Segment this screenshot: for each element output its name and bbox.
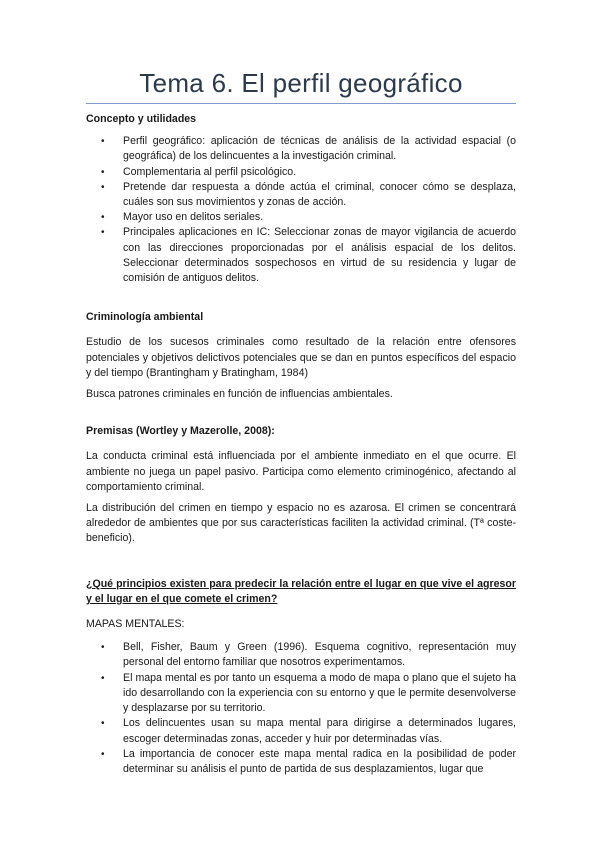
- list-item: • Perfil geográfico: aplicación de técnicas de análisis de la actividad espacial (o geográfica) de los delincuentes a la investigación criminal.: [101, 135, 516, 163]
- concepto-bullet-list: [86, 134, 516, 286]
- criminologia-paragraph-1: Estudio de los sucesos criminales como resultado de la relación entre ofensores potenciales y objetivos delictivos potenciales que se dan en puntos específicos del espacio y del tiempo (Brantingham y Bratingham, 1984): [86, 336, 516, 379]
- list-item: • Bell, Fisher, Baum y Green (1996). Esquema cognitivo, representación muy personal del entorno familiar que nosotros experimentamos.: [101, 641, 516, 669]
- list-item: • Los delincuentes usan su mapa mental para dirigirse a determinados lugares, escoger determinadas zonas, acceder y huir por determinadas vías.: [101, 717, 516, 745]
- list-item: • La importancia de conocer este mapa mental radica en la posibilidad de poder determinar su análisis el punto de partida de sus desplazamientos, lugar que: [101, 747, 516, 775]
- bullet-icon: •: [101, 166, 105, 178]
- bullet-icon: •: [101, 181, 105, 193]
- bullet-icon: •: [101, 212, 105, 224]
- page-title: Tema 6. El perfil geográfico: [139, 68, 463, 98]
- bullet-icon: •: [101, 642, 105, 654]
- principios-bullet-list: [86, 640, 516, 777]
- criminologia-paragraph-2: Busca patrones criminales en función de influencias ambientales.: [86, 388, 393, 401]
- list-item: • El mapa mental es por tanto un esquema a modo de mapa o plano que el sujeto ha ido desarrollando con la experiencia con su entorno y que le permite desenvolverse y desplazarse por su territorio.: [101, 671, 516, 715]
- document-body: [86, 108, 516, 777]
- bullet-icon: •: [101, 672, 105, 684]
- premisas-paragraph-1: La conducta criminal está influenciada por el ambiente inmediato en el que ocurre. El ambiente no juega un papel pasivo. Participa como elemento criminogénico, afectando al comportamiento criminal.: [86, 450, 516, 493]
- bullet-icon: •: [101, 136, 105, 148]
- section-heading-principios: ¿Qué principios existen para predecir la relación entre el lugar en que vive el agresor y el lugar en el que comete el crimen?: [86, 577, 516, 605]
- section-heading-premisas: Premisas (Wortley y Mazerolle, 2008):: [86, 425, 275, 438]
- bullet-icon: •: [101, 748, 105, 760]
- bullet-icon: •: [101, 227, 105, 239]
- bullet-icon: •: [101, 718, 105, 730]
- subheading-mapas-mentales: MAPAS MENTALES:: [86, 618, 185, 631]
- premisas-paragraph-2: La distribución del crimen en tiempo y espacio no es azarosa. El crimen se concentrará alrededor de ambientes que por sus características faciliten la actividad criminal. (Tª coste-beneficio).: [86, 502, 516, 545]
- section-heading-concepto: Concepto y utilidades: [86, 113, 197, 125]
- section-heading-criminologia: Criminología ambiental: [86, 311, 204, 324]
- title-underline: [86, 103, 516, 104]
- list-item: • Complementaria al perfil psicológico.: [101, 165, 516, 180]
- list-item: • Pretende dar respuesta a dónde actúa el criminal, conocer cómo se desplaza, cuáles son sus movimientos y zonas de acción.: [101, 180, 516, 209]
- list-item: • Mayor uso en delitos seriales.: [101, 210, 516, 225]
- list-item: • Principales aplicaciones en IC: Seleccionar zonas de mayor vigilancia de acuerdo con las direcciones proporcionadas por el análisis espacial de los delitos. Seleccionar determinados sospechosos en virtud de su residencia y lugar de comisión de antiguos delitos.: [101, 226, 516, 285]
